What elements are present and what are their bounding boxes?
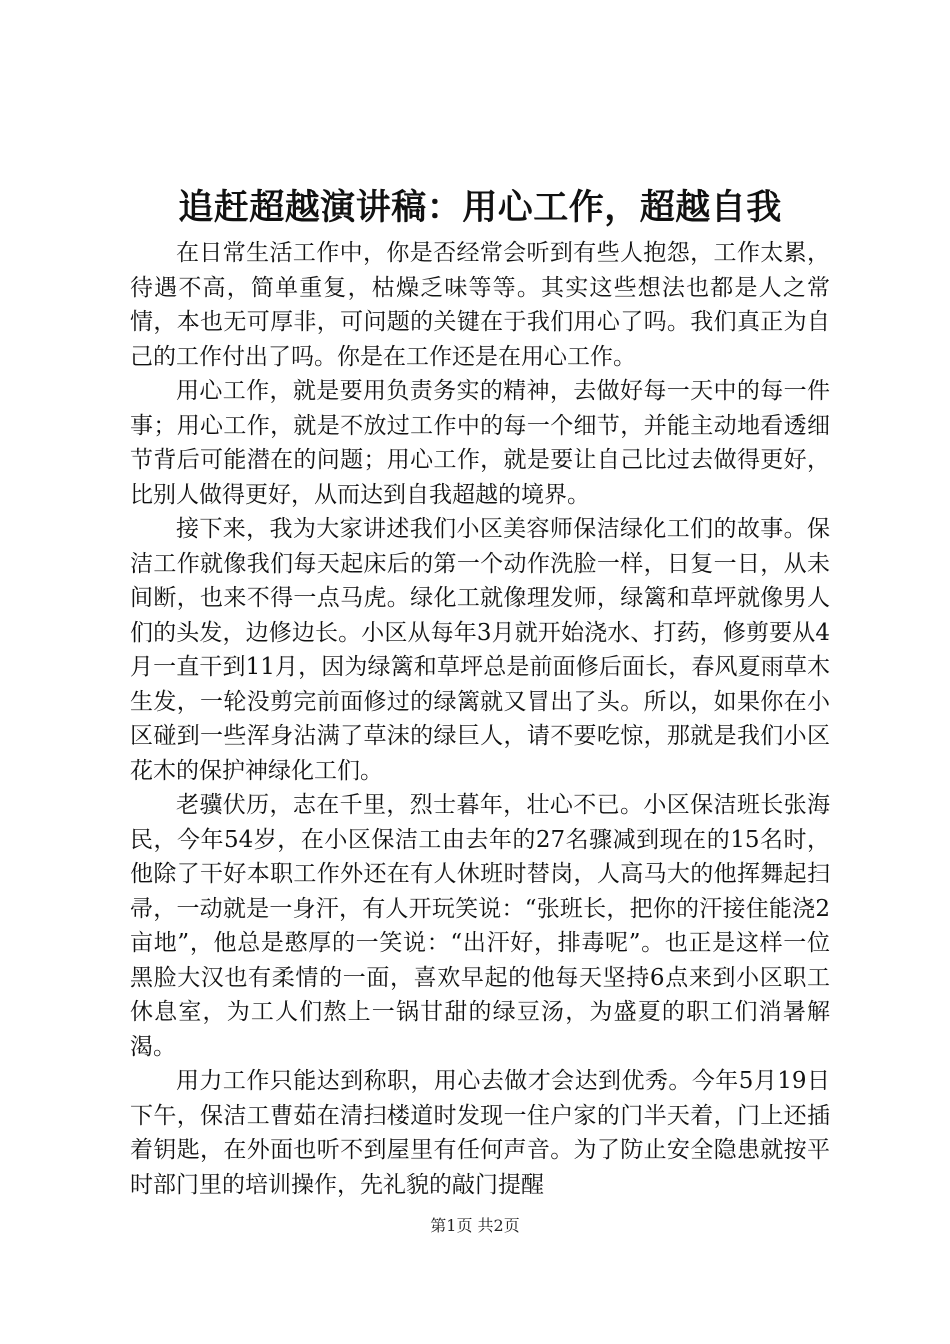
paragraph: 用心工作，就是要用负责务实的精神，去做好每一天中的每一件事；用心工作，就是不放过工作中的每一个细节，并能主动地看透细节背后可能潜在的问题；用心工作，就是要让自己比过去做得更好，比别人做得更好，从而达到自我超越的境界。 [130,378,830,508]
page-number-footer: 第1页 共2页 [430,1216,520,1235]
document-body [130,236,830,1202]
paragraph: 用力工作只能达到称职，用心去做才会达到优秀。今年5月19日下午，保洁工曹茹在清扫楼道时发现一住户家的门半天着，门上还插着钥匙，在外面也听不到屋里有任何声音。为了防止安全隐患就按平时部门里的培训操作，先礼貌的敲门提醒 [130,1068,830,1198]
document-title: 追赶超越演讲稿：用心工作，超越自我 [178,187,782,228]
paragraph: 在日常生活工作中，你是否经常会听到有些人抱怨，工作太累，待遇不高，简单重复，枯燥乏味等等。其实这些想法也都是人之常情，本也无可厚非，可问题的关键在于我们用心了吗。我们真正为自己的工作付出了吗。你是在工作还是在用心工作。 [130,240,830,370]
paragraph: 接下来，我为大家讲述我们小区美容师保洁绿化工们的故事。保洁工作就像我们每天起床后的第一个动作洗脸一样，日复一日，从未间断，也来不得一点马虎。绿化工就像理发师，绿篱和草坪就像男人们的头发，边修边长。小区从每年3月就开始浇水、打药，修剪要从4月一直干到11月，因为绿篱和草坪总是前面修后面长，春风夏雨草木生发，一轮没剪完前面修过的绿篱就又冒出了头。所以，如果你在小区碰到一些浑身沾满了草沫的绿巨人，请不要吃惊，那就是我们小区花木的保护神绿化工们。 [130,516,830,784]
paragraph: 老骥伏历，志在千里，烈士暮年，壮心不已。小区保洁班长张海民，今年54岁，在小区保洁工由去年的27名骤减到现在的15名时，他除了干好本职工作外还在有人休班时替岗，人高马大的他挥舞起扫帚，一动就是一身汗，有人开玩笑说：“张班长，把你的汗接住能浇2亩地”，他总是憨厚的一笑说：“出汗好，排毒呢”。也正是这样一位黑脸大汉也有柔情的一面，喜欢早起的他每天坚持6点来到小区职工休息室，为工人们熬上一锅甘甜的绿豆汤，为盛夏的职工们消暑解渴。 [130,792,830,1060]
